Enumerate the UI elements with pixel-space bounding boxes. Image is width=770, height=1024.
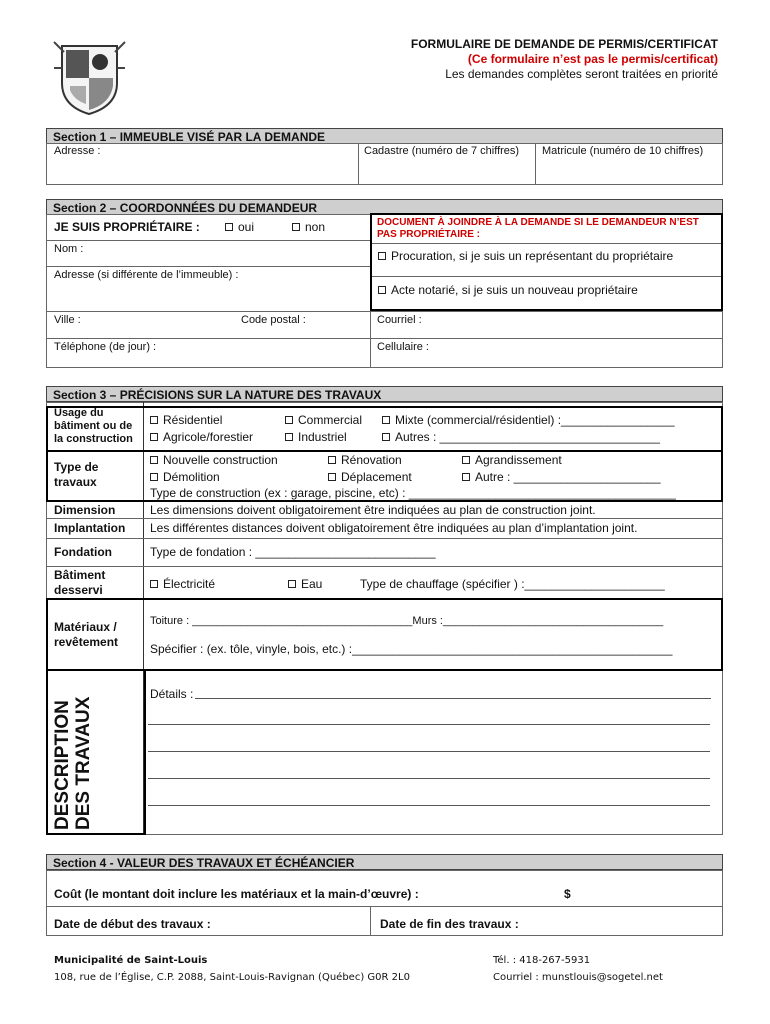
usage-agricultural-option[interactable]: Agricole/forestier — [150, 430, 253, 444]
usage-residential-option[interactable]: Résidentiel — [150, 413, 222, 427]
checkbox-icon[interactable] — [150, 473, 158, 481]
construction-type-field[interactable]: Type de construction (ex : garage, piscine, etc) : ________________________________________ — [150, 486, 676, 500]
foundation-label: Fondation — [54, 545, 112, 559]
notarial-act-option[interactable]: Acte notarié, si je suis un nouveau propriétaire — [378, 283, 638, 297]
checkbox-icon[interactable] — [285, 416, 293, 424]
roof-walls-field[interactable]: Toiture : ____________________________________Murs :____________________________________ — [150, 615, 664, 627]
water-option[interactable]: Eau — [288, 577, 322, 591]
dimension-label: Dimension — [54, 503, 116, 517]
other-work-option[interactable]: Autre : ______________________ — [462, 470, 661, 484]
footer-org-name: Municipalité de Saint-Louis — [54, 955, 208, 966]
owner-yes-option[interactable]: oui — [225, 220, 254, 234]
address-field-label[interactable]: Adresse : — [54, 145, 101, 157]
checkbox-icon[interactable] — [288, 580, 296, 588]
owner-question: JE SUIS PROPRIÉTAIRE : — [54, 220, 200, 234]
start-date-field-label[interactable]: Date de début des travaux : — [54, 917, 211, 931]
footer-address: 108, rue de l’Église, C.P. 2088, Saint-Louis-Ravignan (Québec) G0R 2L0 — [54, 972, 410, 983]
section3-header: Section 3 – PRÉCISIONS SUR LA NATURE DES TRAVAUX — [46, 386, 723, 402]
required-documents-note: DOCUMENT À JOINDRE À LA DEMANDE SI LE DEMANDEUR N’EST PAS PROPRIÉTAIRE : — [377, 217, 699, 240]
checkbox-icon[interactable] — [462, 473, 470, 481]
checkbox-icon[interactable] — [378, 286, 386, 294]
extension-option[interactable]: Agrandissement — [462, 453, 562, 467]
dimension-instruction: Les dimensions doivent obligatoirement être indiquées au plan de construction joint. — [150, 503, 596, 517]
postal-code-field-label[interactable]: Code postal : — [241, 314, 306, 326]
footer-email: Courriel : munstlouis@sogetel.net — [493, 972, 663, 983]
work-type-label: Type de travaux — [54, 460, 99, 489]
cadastre-field-label[interactable]: Cadastre (numéro de 7 chiffres) — [364, 145, 520, 157]
section1-header: Section 1 – IMMEUBLE VISÉ PAR LA DEMANDE — [46, 128, 723, 144]
checkbox-icon[interactable] — [150, 416, 158, 424]
cost-field-label[interactable]: Coût (le montant doit inclure les matériaux et la main-d’œuvre) : — [54, 887, 419, 901]
electricity-option[interactable]: Électricité — [150, 577, 215, 591]
details-field-label[interactable]: Détails : — [150, 687, 194, 701]
municipal-coat-of-arms-logo — [52, 38, 127, 116]
checkbox-icon[interactable] — [462, 456, 470, 464]
phone-field-label[interactable]: Téléphone (de jour) : — [54, 341, 157, 353]
checkbox-icon[interactable] — [150, 433, 158, 441]
priority-note: Les demandes complètes seront traitées en priorité — [445, 67, 718, 81]
matricule-field-label[interactable]: Matricule (numéro de 10 chiffres) — [542, 145, 704, 157]
procuration-option[interactable]: Procuration, si je suis un représentant du propriétaire — [378, 249, 673, 263]
description-vertical-label: DESCRIPTION DES TRAVAUX — [52, 696, 94, 830]
city-field-label[interactable]: Ville : — [54, 314, 81, 326]
cell-field-label[interactable]: Cellulaire : — [377, 341, 429, 353]
form-title: FORMULAIRE DE DEMANDE DE PERMIS/CERTIFICAT — [410, 37, 718, 51]
section2-header: Section 2 – COORDONNÉES DU DEMANDEUR — [46, 199, 723, 215]
other-address-field-label[interactable]: Adresse (si différente de l’immeuble) : — [54, 269, 239, 281]
usage-commercial-option[interactable]: Commercial — [285, 413, 362, 427]
footer-phone: Tél. : 418-267-5931 — [493, 955, 591, 966]
renovation-option[interactable]: Rénovation — [328, 453, 402, 467]
demolition-option[interactable]: Démolition — [150, 470, 220, 484]
materials-row-frame — [46, 598, 723, 671]
materials-label: Matériaux / revêtement — [54, 620, 119, 649]
dollar-sign: $ — [564, 887, 571, 901]
email-field-label[interactable]: Courriel : — [377, 314, 422, 326]
owner-no-option[interactable]: non — [292, 220, 325, 234]
new-construction-option[interactable]: Nouvelle construction — [150, 453, 278, 467]
checkbox-icon[interactable] — [382, 416, 390, 424]
section4-header: Section 4 - VALEUR DES TRAVAUX ET ÉCHÉANCIER — [46, 854, 723, 870]
usage-industrial-option[interactable]: Industriel — [285, 430, 347, 444]
checkbox-icon[interactable] — [150, 580, 158, 588]
material-specify-field[interactable]: Spécifier : (ex. tôle, vinyle, bois, etc.) :________________________________________________ — [150, 642, 673, 656]
implantation-instruction: Les différentes distances doivent obligatoirement être indiquées au plan d’implantation joint. — [150, 521, 638, 535]
implantation-label: Implantation — [54, 521, 126, 535]
name-field-label[interactable]: Nom : — [54, 243, 84, 255]
building-served-label: Bâtiment desservi — [54, 568, 106, 597]
checkbox-icon[interactable] — [292, 223, 300, 231]
checkbox-icon[interactable] — [328, 473, 336, 481]
footer-contact-block — [493, 952, 663, 986]
checkbox-icon[interactable] — [225, 223, 233, 231]
checkbox-icon[interactable] — [378, 252, 386, 260]
checkbox-icon[interactable] — [150, 456, 158, 464]
form-subtitle: (Ce formulaire n’est pas le permis/certificat) — [467, 52, 718, 66]
foundation-type-field[interactable]: Type de fondation : ___________________________ — [150, 545, 436, 559]
heating-type-field[interactable]: Type de chauffage (spécifier ) :_____________________ — [360, 577, 665, 591]
footer-address-block — [54, 952, 410, 986]
usage-other-option[interactable]: Autres : _________________________________ — [382, 430, 660, 444]
relocation-option[interactable]: Déplacement — [328, 470, 412, 484]
usage-mixed-option[interactable]: Mixte (commercial/résidentiel) :_________________ — [382, 413, 675, 427]
end-date-field-label[interactable]: Date de fin des travaux : — [380, 917, 519, 931]
checkbox-icon[interactable] — [382, 433, 390, 441]
usage-label: Usage du bâtiment ou de la construction — [54, 407, 133, 445]
checkbox-icon[interactable] — [285, 433, 293, 441]
checkbox-icon[interactable] — [328, 456, 336, 464]
